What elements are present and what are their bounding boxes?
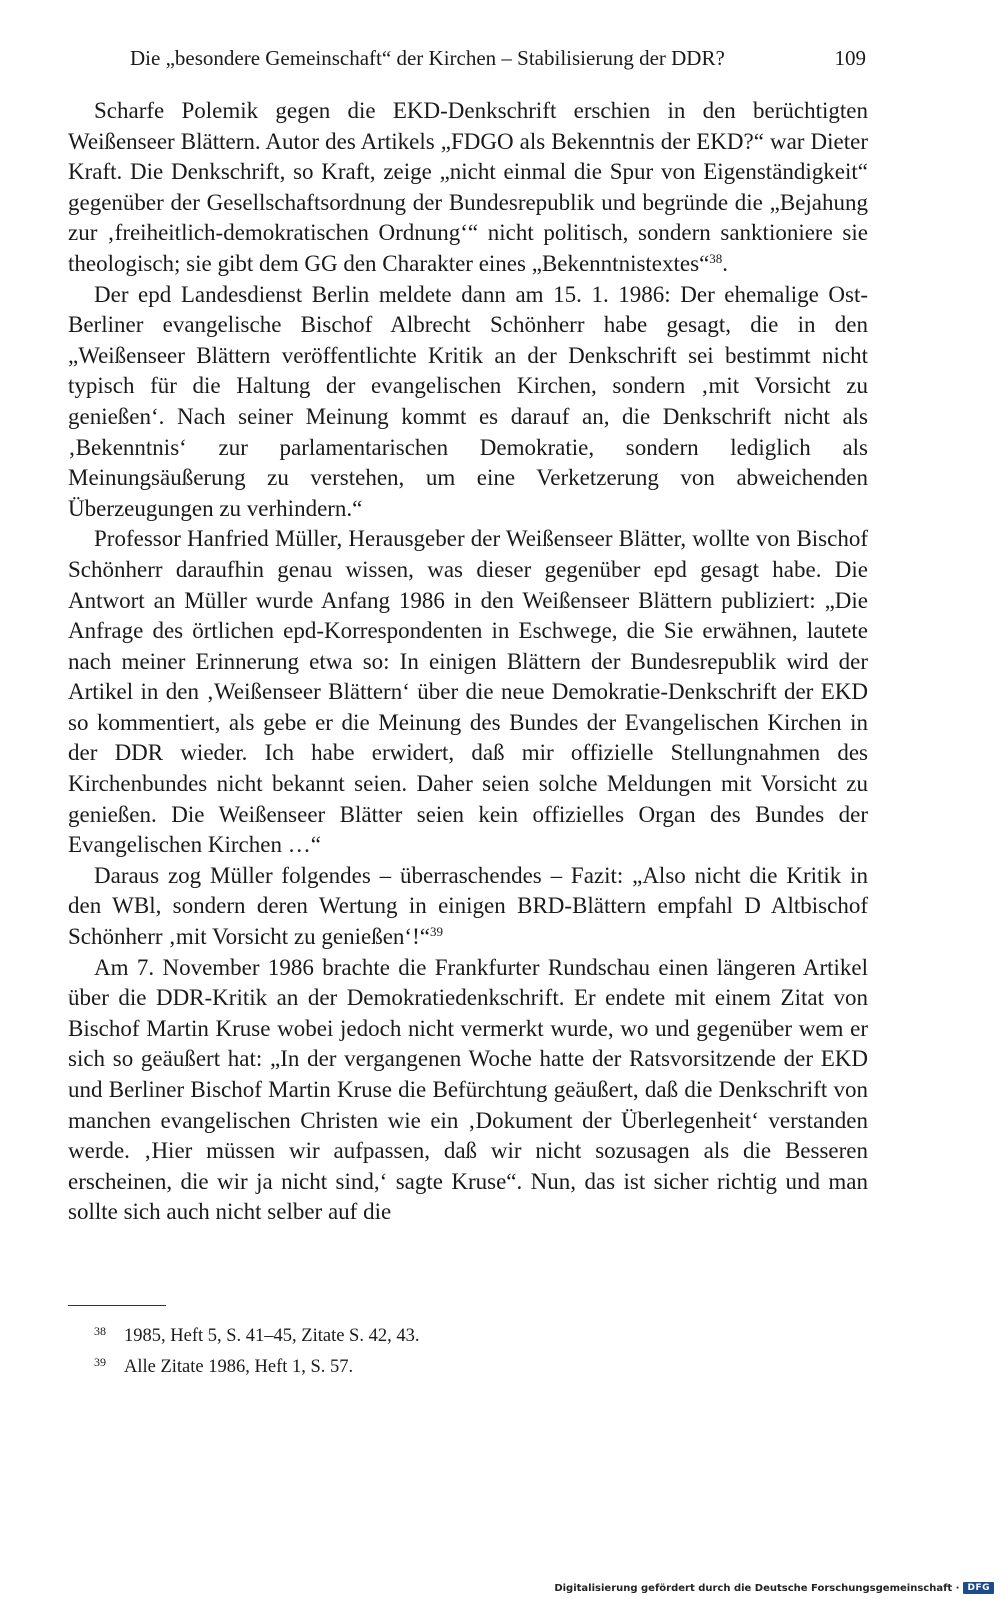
footnote-text: Alle Zitate 1986, Heft 1, S. 57. xyxy=(124,1357,354,1377)
page-number: 109 xyxy=(834,46,866,70)
footnote-text: 1985, Heft 5, S. 41–45, Zitate S. 42, 43. xyxy=(124,1326,420,1346)
running-title: Die „besondere Gemeinschaft“ der Kirchen – Stabilisierung der DDR? xyxy=(130,46,725,70)
footnote-mark: 39 xyxy=(94,1355,106,1369)
footnote-39 xyxy=(94,1349,854,1380)
footnote-ref-39[interactable]: 39 xyxy=(429,924,443,940)
running-header xyxy=(130,42,866,74)
digitization-credit xyxy=(554,1579,994,1597)
footnote-38 xyxy=(94,1318,854,1349)
digitization-text: Digitalisierung gefördert durch die Deutsche Forschungsgemeinschaft · xyxy=(554,1582,960,1594)
footnote-mark: 38 xyxy=(94,1324,106,1338)
body-text xyxy=(68,96,868,1228)
paragraph: Am 7. November 1986 brachte die Frankfurter Rundschau einen längeren Artikel über die DDR-Kritik an der Demokratiedenkschrift. Er endete mit einem Zitat von Bischof Martin Kruse wobei jedoch nicht vermerkt wurde, wo und gegenüber wem er sich so geäußert hat: „In der vergangenen Woche hatte der Ratsvorsitzende der EKD und Berliner Bischof Martin Kruse die Befürchtung geäußert, daß die Denkschrift von manchen evangelischen Christen wie ein ‚Dokument der Überlegenheit‘ verstanden werde. ‚Hier müssen wir aufpassen, daß wir nicht sozusagen als die Besseren erscheinen, die wir ja nicht sind,‘ sagte Kruse“. Nun, das ist sicher richtig und man sollte sich auch nicht selber auf die xyxy=(68,954,868,1225)
footnotes xyxy=(94,1318,854,1380)
paragraph: Der epd Landesdienst Berlin meldete dann am 15. 1. 1986: Der ehemalige Ost-Berliner evangelische Bischof Albrecht Schönherr habe gesagt, die in den „Weißenseer Blättern veröffentlichte Kritik an der Denkschrift sei bestimmt nicht typisch für die Haltung der evangelischen Kirchen, sondern ‚mit Vorsicht zu genießen‘. Nach seiner Meinung kommt es darauf an, die Denkschrift nicht als ‚Bekenntnis‘ zur parlamentarischen Demokratie, sondern lediglich als Meinungsäußerung zu verstehen, um eine Verketzerung von abweichenden Überzeugungen zu verhindern.“ xyxy=(68,281,868,521)
footnote-separator xyxy=(68,1305,166,1306)
dfg-logo-icon: DFG xyxy=(963,1582,994,1594)
footnote-ref-38[interactable]: 38 xyxy=(709,250,723,266)
paragraph: Professor Hanfried Müller, Herausgeber der Weißenseer Blätter, wollte von Bischof Schönherr daraufhin genau wissen, was dieser gegenüber epd gesagt habe. Die Antwort an Müller wurde Anfang 1986 in den Weißenseer Blättern publiziert: „Die Anfrage des örtlichen epd-Korrespondenten in Eschwege, die Sie erwähnen, lautete nach meiner Erinnerung etwa so: In einigen Blättern der Bundesrepublik wird der Artikel in den ‚Weißenseer Blättern‘ über die neue Demokratie-Denkschrift der EKD so kommentiert, als gebe er die Meinung des Bundes der Evangelischen Kirchen in der DDR wieder. Ich habe erwidert, daß mir offizielle Stellungnahmen des Kirchenbundes nicht bekannt seien. Daher seien solche Meldungen mit Vorsicht zu genießen. Die Weißenseer Blätter seien kein offizielles Organ des Bundes der Evangelischen Kirchen …“ xyxy=(68,526,868,858)
paragraph: Scharfe Polemik gegen die EKD-Denkschrift erschien in den berüchtigten Weißenseer Blättern. Autor des Artikels „FDGO als Bekenntnis der EKD?“ war Dieter Kraft. Die Denkschrift, so Kraft, zeige „nicht einmal die Spur von Eigenständigkeit“ gegenüber der Gesellschaftsordnung der Bundesrepublik und begründe die „Bejahung zur ‚freiheitlich-demokratischen Ordnung‘“ nicht politisch, sondern sanktioniere sie theologisch; sie gibt dem GG den Charakter eines „Bekenntnistextes“$^{38}$. xyxy=(68,98,868,276)
paragraph: Daraus zog Müller folgendes – überraschendes – Fazit: „Also nicht die Kritik in den WBl, sondern deren Wertung in einigen BRD-Blättern empfahl D Altbischof Schönherr ‚mit Vorsicht zu genießen‘!“$^{39}$ xyxy=(68,862,868,950)
